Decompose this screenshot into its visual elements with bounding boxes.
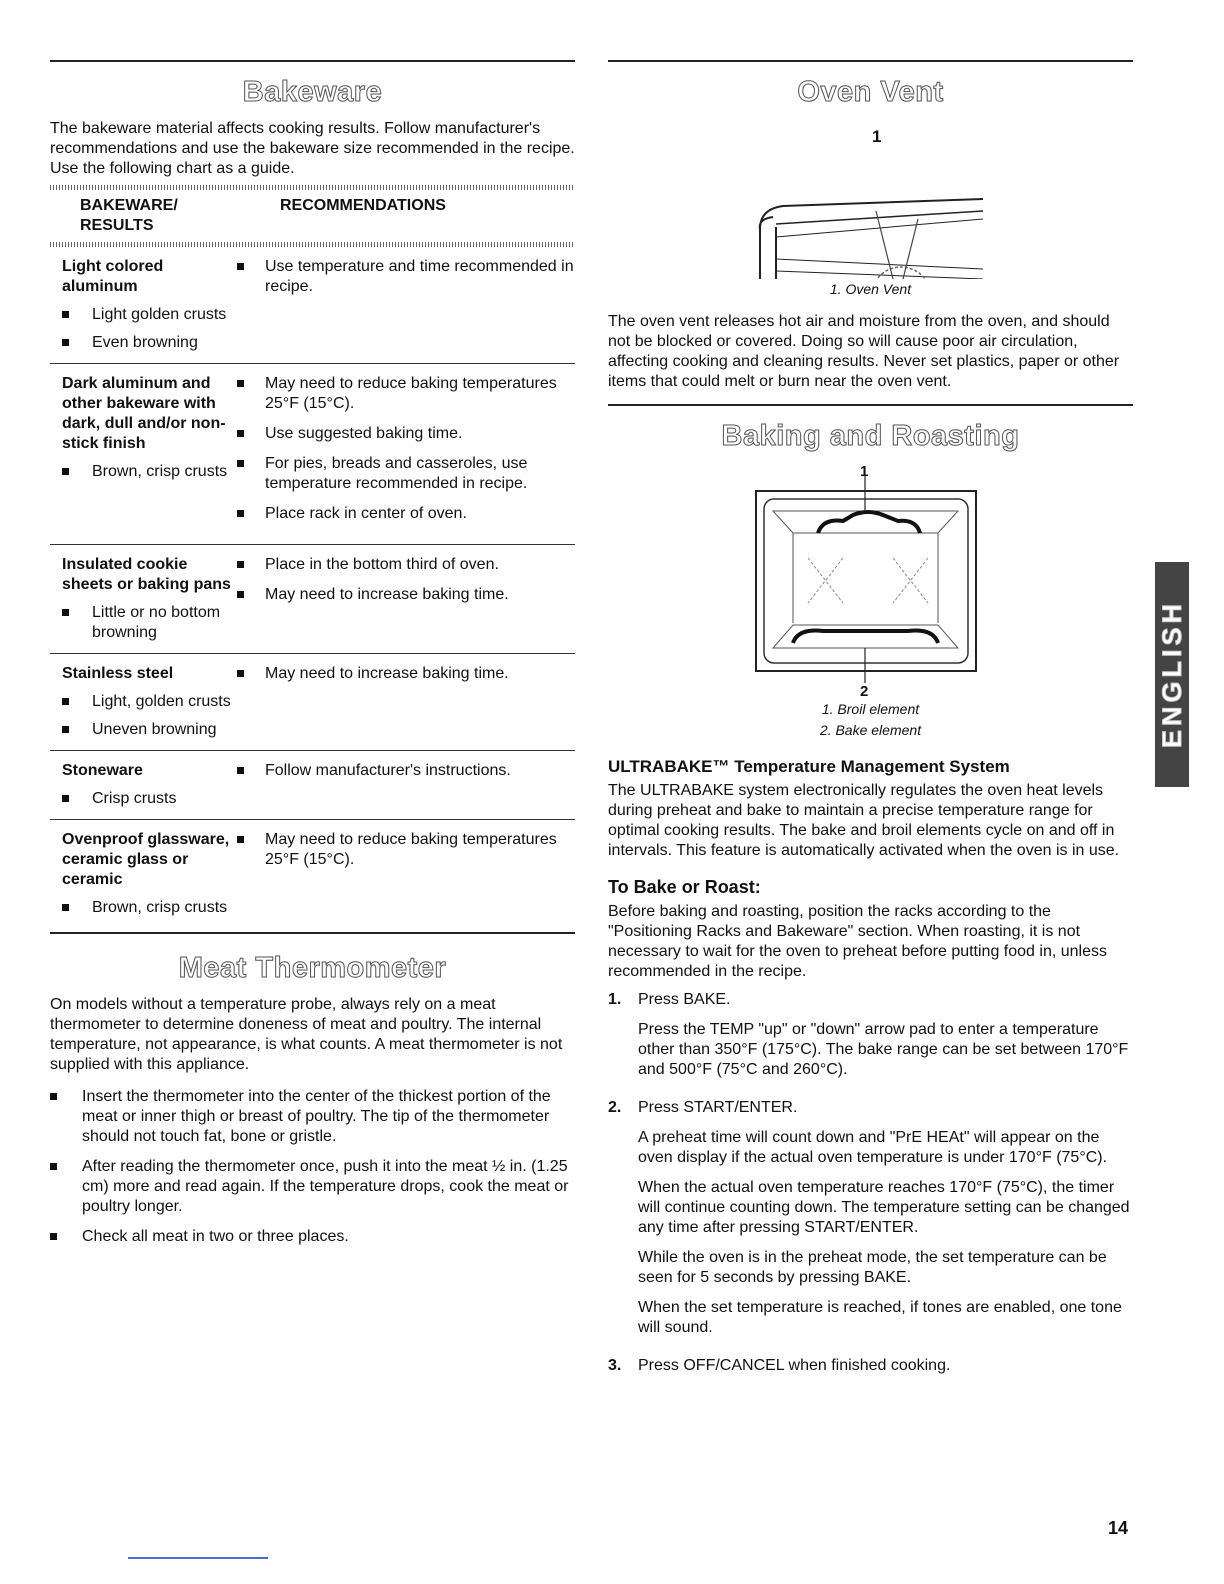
section-rule: [608, 404, 1133, 406]
bullet-icon: [235, 374, 265, 414]
bullet-icon: [235, 454, 265, 494]
recommendation-cell: [235, 374, 575, 534]
language-label: ENGLISH: [1156, 600, 1187, 749]
bullet-icon: [62, 789, 92, 809]
step-content: [638, 1356, 950, 1386]
recommendation-item: [235, 374, 575, 414]
bullet-icon: [62, 603, 92, 643]
figure-caption: 2. Bake element: [819, 722, 922, 738]
step-number: 1.: [608, 991, 622, 1008]
vent-callout-number: 1: [872, 127, 882, 146]
oven-vent-title: Oven Vent: [797, 76, 944, 108]
meat-bullet-text: Check all meat in two or three places.: [82, 1228, 349, 1245]
recommendation-item: [235, 555, 575, 575]
bake-callout-number: 2: [860, 683, 869, 700]
result-text: Little or no bottom browning: [92, 604, 221, 641]
bakeware-cell: [50, 761, 235, 809]
step-number: 3.: [608, 1357, 622, 1374]
result-item: [62, 898, 235, 918]
table-row: [50, 751, 575, 819]
bullet-icon: [235, 424, 265, 444]
to-bake-roast-heading: To Bake or Roast:: [608, 877, 761, 897]
baking-steps: [608, 990, 1133, 1386]
recommendation-text: Use temperature and time recommended in recipe.: [265, 258, 574, 295]
step-item: [608, 990, 1133, 1090]
bullet-icon: [62, 333, 92, 353]
recommendation-cell: [235, 664, 575, 740]
recommendation-cell: [235, 257, 575, 353]
meat-bullet-item: [50, 1227, 575, 1247]
broil-callout-number: 1: [860, 463, 869, 480]
table-row: [50, 545, 575, 653]
recommendation-text: Place in the bottom third of oven.: [265, 556, 499, 573]
step-paragraph: When the actual oven temperature reaches 170°F (75°C), the timer will continue counting down. The temperature setting can be changed any time after pressing START/ENTER.: [638, 1179, 1130, 1236]
bakeware-cell: [50, 555, 235, 643]
step-paragraph: Press BAKE.: [638, 991, 731, 1008]
meat-bullet-item: [50, 1087, 575, 1147]
section-rule: [50, 60, 575, 62]
bullet-icon: [235, 555, 265, 575]
step-paragraph: A preheat time will count down and "PrE HEAt" will appear on the oven display if the actual oven temperature is under 170°F (75°C).: [638, 1129, 1108, 1166]
bullet-icon: [62, 305, 92, 325]
right-column: [608, 60, 1133, 1386]
ultrabake-text: The ULTRABAKE system electronically regulates the oven heat levels during preheat and bake to maintain a precise temperature range for optimal cooking results. The bake and broil elements cycle on and off in intervals. This feature is automatically activated when the oven is in use.: [608, 782, 1120, 859]
result-item: [62, 333, 235, 353]
result-item: [62, 720, 235, 740]
recommendation-item: [235, 454, 575, 494]
recommendation-text: Follow manufacturer's instructions.: [265, 762, 511, 779]
bakeware-table-header: [50, 190, 575, 242]
recommendation-text: For pies, breads and casseroles, use temperature recommended in recipe.: [265, 455, 528, 492]
bullet-icon: [235, 830, 265, 870]
meat-bullet-list: [50, 1087, 575, 1247]
result-item: [62, 603, 235, 643]
recommendation-item: [235, 830, 575, 870]
recommendation-text: May need to increase baking time.: [265, 665, 509, 682]
bakeware-material: Stoneware: [62, 762, 143, 779]
recommendation-text: May need to reduce baking temperatures 25°F (15°C).: [265, 831, 557, 868]
result-text: Even browning: [92, 334, 198, 351]
section-rule: [50, 932, 575, 934]
bakeware-intro: The bakeware material affects cooking results. Follow manufacturer's recommendations and use the bakeware size recommended in the recipe. Use the following chart as a guide.: [50, 120, 575, 177]
bullet-icon: [62, 898, 92, 918]
figure-caption: 1. Broil element: [821, 701, 920, 717]
header-recommendations: RECOMMENDATIONS: [280, 197, 446, 214]
step-paragraph: Press START/ENTER.: [638, 1099, 798, 1116]
recommendation-item: [235, 761, 575, 781]
result-text: Light, golden crusts: [92, 693, 231, 710]
bakeware-material: Ovenproof glassware, ceramic glass or ceramic: [62, 831, 230, 888]
bakeware-material: Light colored aluminum: [62, 258, 164, 295]
oven-vent-illustration: [608, 119, 1133, 279]
recommendation-text: Use suggested baking time.: [265, 425, 463, 442]
step-paragraph: While the oven is in the preheat mode, the set temperature can be seen for 5 seconds by pressing BAKE.: [638, 1249, 1107, 1286]
oven-elements-figure: [608, 463, 1133, 700]
result-item: [62, 305, 235, 325]
recommendation-text: Place rack in center of oven.: [265, 505, 467, 522]
bullet-icon: [235, 257, 265, 297]
oven-elements-illustration: [608, 463, 1133, 693]
bullet-icon: [235, 585, 265, 605]
bullet-icon: [50, 1227, 82, 1247]
bakeware-cell: [50, 664, 235, 740]
meat-bullet-text: Insert the thermometer into the center of the thickest portion of the meat or inner thigh or breast of poultry. The tip of the thermometer should not touch fat, bone or gristle.: [82, 1088, 551, 1145]
meat-bullet-text: After reading the thermometer once, push it into the meat ½ in. (1.25 cm) more and read again. If the temperature drops, cook the meat or poultry longer.: [82, 1158, 569, 1215]
table-row: [50, 247, 575, 363]
oven-vent-figure: [608, 119, 1133, 279]
language-side-tab: [1155, 562, 1189, 787]
bullet-icon: [235, 761, 265, 781]
result-text: Uneven browning: [92, 721, 217, 738]
recommendation-cell: [235, 761, 575, 809]
bakeware-cell: [50, 830, 235, 918]
left-column: [50, 60, 575, 1257]
section-rule: [608, 60, 1133, 62]
footer-link-underline: [128, 1557, 268, 1559]
bakeware-material: Stainless steel: [62, 665, 174, 682]
table-row: [50, 820, 575, 928]
bakeware-cell: [50, 374, 235, 534]
bakeware-table-body: [50, 247, 575, 928]
bullet-icon: [50, 1157, 82, 1217]
bakeware-material: Insulated cookie sheets or baking pans: [62, 556, 231, 593]
oven-vent-caption: 1. Oven Vent: [829, 281, 912, 297]
recommendation-text: May need to reduce baking temperatures 25°F (15°C).: [265, 375, 557, 412]
recommendation-item: [235, 257, 575, 297]
result-item: [62, 462, 235, 482]
ultrabake-heading: ULTRABAKE™ Temperature Management System: [608, 757, 1010, 776]
recommendation-item: [235, 504, 575, 524]
step-item: [608, 1356, 1133, 1386]
step-content: [638, 990, 1133, 1090]
recommendation-item: [235, 664, 575, 684]
result-text: Crisp crusts: [92, 790, 177, 807]
baking-roasting-title: Baking and Roasting: [721, 420, 1020, 452]
bakeware-material: Dark aluminum and other bakeware with dark, dull and/or non-stick finish: [62, 375, 226, 452]
recommendation-item: [235, 585, 575, 605]
recommendation-text: May need to increase baking time.: [265, 586, 509, 603]
result-text: Light golden crusts: [92, 306, 227, 323]
bullet-icon: [62, 720, 92, 740]
table-row: [50, 654, 575, 750]
result-text: Brown, crisp crusts: [92, 899, 228, 916]
recommendation-cell: [235, 830, 575, 918]
oven-vent-text: The oven vent releases hot air and moisture from the oven, and should not be blocked or covered. Doing so will cause poor air circulation, affecting cooking and cleaning results. Never set plastics, paper or other items that could melt or burn near the oven vent.: [608, 313, 1120, 390]
bullet-icon: [235, 504, 265, 524]
baking-figure-captions: [608, 699, 1133, 741]
bakeware-title: Bakeware: [242, 76, 383, 108]
result-text: Brown, crisp crusts: [92, 463, 228, 480]
result-item: [62, 692, 235, 712]
bakeware-cell: [50, 257, 235, 353]
header-bakeware-results: BAKEWARE/ RESULTS: [80, 197, 178, 234]
page-number: 14: [1108, 1518, 1129, 1538]
meat-bullet-item: [50, 1157, 575, 1217]
bullet-icon: [50, 1087, 82, 1147]
step-paragraph: When the set temperature is reached, if tones are enabled, one tone will sound.: [638, 1299, 1122, 1336]
meat-intro: On models without a temperature probe, always rely on a meat thermometer to determine doneness of meat and poultry. The internal temperature, not appearance, is what counts. A meat thermometer is not supplied with this appliance.: [50, 996, 563, 1073]
recommendation-cell: [235, 555, 575, 643]
step-number: 2.: [608, 1099, 622, 1116]
table-row: [50, 364, 575, 544]
step-content: [638, 1098, 1133, 1348]
result-item: [62, 789, 235, 809]
bullet-icon: [62, 462, 92, 482]
step-item: [608, 1098, 1133, 1348]
meat-title: Meat Thermometer: [178, 952, 447, 984]
step-paragraph: Press the TEMP "up" or "down" arrow pad to enter a temperature other than 350°F (175°C). The bake range can be set between 170°F and 500°F (75°C and 260°C).: [638, 1021, 1129, 1078]
bullet-icon: [62, 692, 92, 712]
recommendation-item: [235, 424, 575, 444]
bullet-icon: [235, 664, 265, 684]
to-bake-roast-text: Before baking and roasting, position the racks according to the "Positioning Racks and Bakeware" section. When roasting, it is not necessary to wait for the oven to preheat before putting food in, unless recommended in the recipe.: [608, 903, 1107, 980]
step-paragraph: Press OFF/CANCEL when finished cooking.: [638, 1357, 951, 1374]
